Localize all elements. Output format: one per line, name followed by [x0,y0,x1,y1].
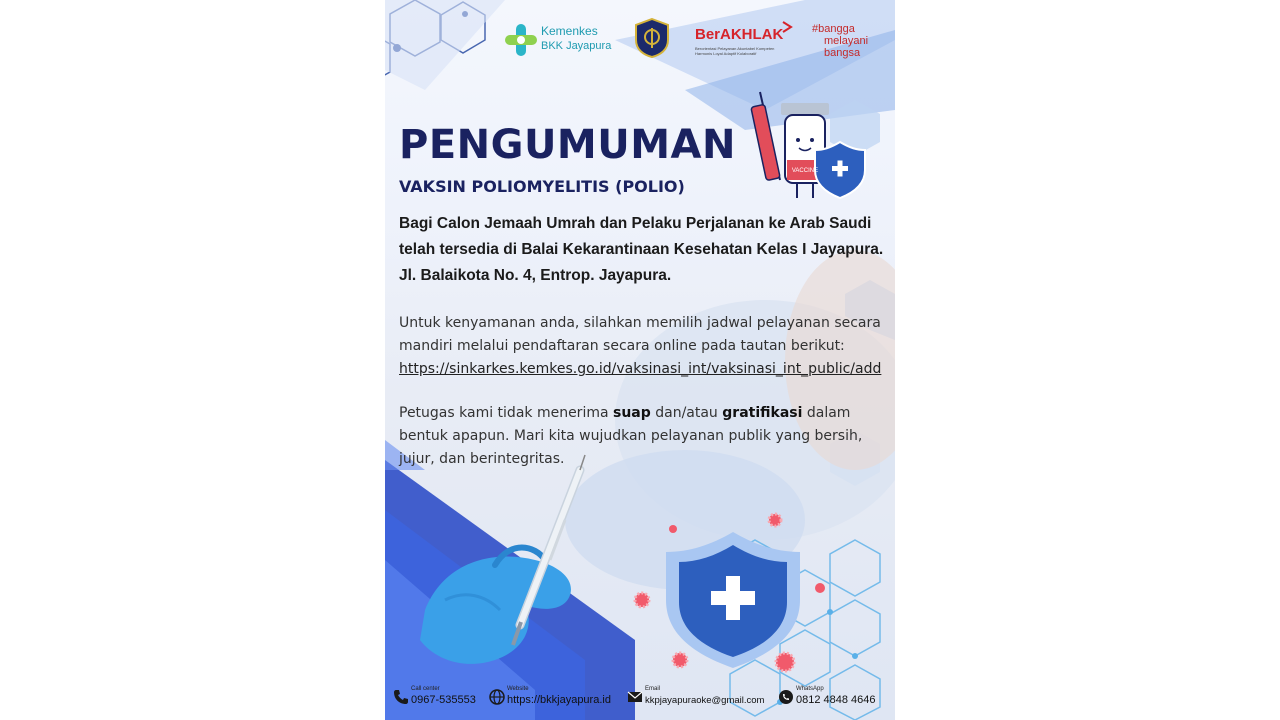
email-contact[interactable] [627,686,767,714]
integrity-text-3: dalam bentuk apapun. Mari kita wujudkan pelayanan publik yang bersih, jujur, dan berintegritas. [399,405,863,467]
integrity-bold-gratifikasi: gratifikasi [722,405,803,421]
bangga-line1: #bangga [812,23,855,35]
website-contact[interactable] [489,686,619,714]
call-center-value: 0967-535553 [411,694,476,706]
kemenkes-sub: BKK Jayapura [541,40,612,52]
integrity-paragraph [399,402,885,471]
bangga-melayani-logo [810,18,890,62]
lead-line-3: Jl. Balaikota No. 4, Entrop. Jayapura. [399,267,672,284]
email-value: kkpjayapuraoke@gmail.com [645,695,765,706]
integrity-text-1: Petugas kami tidak menerima [399,405,613,421]
mail-icon [627,689,643,705]
bangga-line2: melayani [824,35,869,47]
lead-line-2: telah tersedia di Balai Kekarantinaan Kesehatan Kelas I Jayapura. [399,241,884,258]
berakhlak-logo [693,18,803,62]
bkk-emblem [635,18,669,58]
vaccine-label: VACCINE [791,168,819,174]
announcement-lead [399,211,895,289]
page-subtitle: VAKSIN POLIOMYELITIS (POLIO) [399,177,685,196]
website-label: Website [507,686,529,692]
bkk-badge-icon [635,18,669,58]
announcement-poster [385,0,895,720]
call-center-contact[interactable] [393,686,483,714]
bangga-line3: bangsa [824,47,861,59]
logo-bar [385,14,895,74]
berakhlak-tagline: Berorientasi Pelayanan Akuntabel Kompeten Harmonis Loyal Adaptif Kolaboratif [695,46,775,56]
call-center-label: Call center [411,686,440,692]
berakhlak-name: BerAKHLAK [695,26,784,43]
integrity-text-2: dan/atau [650,405,723,421]
whatsapp-icon [778,689,794,705]
registration-paragraph [399,312,885,381]
whatsapp-value: 0812 4848 4646 [796,694,876,706]
lead-line-1: Bagi Calon Jemaah Umrah dan Pelaku Perjalanan ke Arab Saudi [399,215,872,232]
page-title: PENGUMUMAN [399,122,736,168]
registration-text: Untuk kenyamanan anda, silahkan memilih jadwal pelayanan secara mandiri melalui pendaftaran secara online pada tautan berikut: [399,315,881,354]
integrity-bold-suap: suap [613,405,651,421]
registration-link[interactable]: https://sinkarkes.kemkes.go.id/vaksinasi_int/vaksinasi_int_public/add [399,361,882,377]
contact-footer [385,680,895,720]
website-value: https://bkkjayapura.id [507,694,611,706]
globe-icon [489,689,505,705]
kemenkes-emblem-icon [505,20,537,60]
whatsapp-contact[interactable] [778,686,890,714]
kemenkes-name: Kemenkes [541,24,598,38]
chevron-right-icon [781,20,795,34]
email-label: Email [645,686,661,692]
phone-icon [393,689,409,705]
kemenkes-logo [505,20,615,64]
whatsapp-label: WhatsApp [796,686,824,692]
